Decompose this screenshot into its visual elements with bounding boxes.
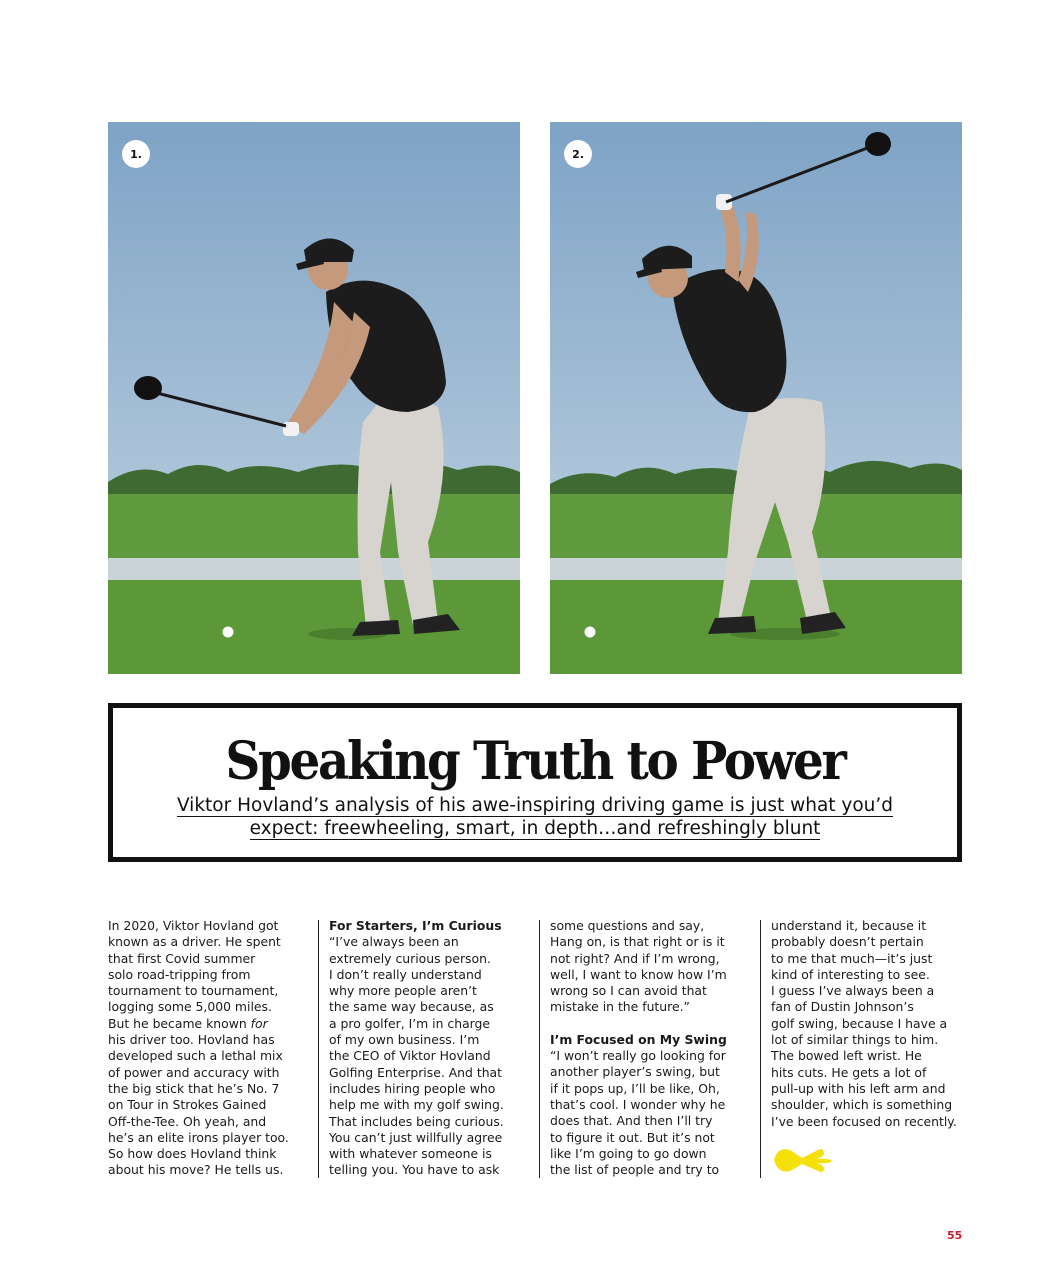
swing-photo-1 [108, 122, 520, 674]
section-heading-swing: I’m Focused on My Swing [550, 1031, 727, 1047]
body-column-4 [771, 918, 958, 1130]
column-divider [760, 920, 761, 1178]
text-line [108, 1016, 295, 1032]
text-line: probably doesn’t pertain [771, 934, 924, 950]
text-line: that’s cool. I wonder why he [550, 1096, 726, 1112]
text-line: like I’m going to go down [550, 1145, 707, 1161]
text-line: the same way because, as [329, 999, 494, 1015]
text-line: solo road-tripping from [108, 966, 251, 982]
text-line: some questions and say, [550, 918, 705, 933]
title-box [108, 703, 962, 862]
text-line: The bowed left wrist. He [771, 1048, 922, 1064]
body-column-2 [329, 918, 516, 1179]
text-line: You can’t just willfully agree [329, 1129, 503, 1145]
text-line: that first Covid summer [108, 950, 256, 966]
text-line: developed such a lethal mix [108, 1048, 283, 1064]
text-line: of power and accuracy with [108, 1064, 280, 1080]
text-line: tournament to tournament, [108, 983, 279, 999]
text-line: pull-up with his left arm and [771, 1080, 946, 1096]
text-line: to figure it out. But it’s not [550, 1129, 715, 1145]
article-deck [113, 794, 957, 840]
text-line: another player’s swing, but [550, 1064, 720, 1080]
page-number: 55 [947, 1229, 963, 1242]
text-line: I’ve been focused on recently. [771, 1113, 957, 1129]
text-line: mistake in the future.” [550, 999, 690, 1015]
text-line: well, I want to know how I’m [550, 966, 727, 982]
section-heading-curious: For Starters, I’m Curious [329, 918, 502, 933]
text-line: Golfing Enterprise. And that [329, 1064, 502, 1080]
body-column-3 [550, 918, 737, 1178]
text-line: the CEO of Viktor Hovland [329, 1048, 491, 1064]
text-line: Hang on, is that right or is it [550, 934, 725, 950]
text-line: I don’t really understand [329, 966, 482, 982]
deck-line-1: Viktor Hovland’s analysis of his awe-inspiring driving game is just what you’d [176, 795, 894, 816]
text-line: on Tour in Strokes Gained [108, 1097, 267, 1113]
text-line: he’s an elite irons player too. [108, 1129, 289, 1145]
text-line: if it pops up, I’ll be like, Oh, [550, 1080, 720, 1096]
text-line: fan of Dustin Johnson’s [771, 999, 914, 1015]
text-line: That includes being curious. [329, 1113, 504, 1129]
text-line: a pro golfer, I’m in charge [329, 1015, 491, 1031]
text-line: the list of people and try to [550, 1162, 720, 1178]
text-line: help me with my golf swing. [329, 1097, 504, 1113]
text-line: In 2020, Viktor Hovland got [108, 918, 279, 933]
text-line: does that. And then I’ll try [550, 1113, 713, 1129]
text-line: his driver too. Hovland has [108, 1032, 275, 1048]
text-line: the big stick that he’s No. 7 [108, 1080, 280, 1096]
text-line: to me that much—it’s just [771, 950, 933, 966]
text-line: with whatever someone is [329, 1146, 492, 1162]
text-line: “I’ve always been an [329, 934, 459, 950]
text-line: not right? And if I’m wrong, [550, 950, 720, 966]
text-line: lot of similar things to him. [771, 1032, 939, 1048]
text-line: shoulder, which is something [771, 1097, 953, 1113]
end-mark-icon [772, 1144, 834, 1176]
text-line: Off-the-Tee. Oh yeah, and [108, 1113, 267, 1129]
text-fragment: But he became known [108, 1015, 251, 1031]
text-line: about his move? He tells us. [108, 1162, 284, 1178]
italic-word: for [250, 1015, 268, 1031]
deck-line-2: expect: freewheeling, smart, in depth…and refreshingly blunt [249, 818, 821, 839]
text-line: wrong so I can avoid that [550, 983, 707, 999]
text-line: So how does Hovland think [108, 1146, 277, 1162]
text-line: extremely curious person. [329, 950, 491, 966]
text-line: why more people aren’t [329, 983, 477, 999]
column-divider [539, 920, 540, 1178]
text-line: “I won’t really go looking for [550, 1048, 726, 1064]
golfer-backswing-illustration [550, 122, 962, 674]
text-line: I guess I’ve always been a [771, 983, 935, 999]
text-line: telling you. You have to ask [329, 1162, 500, 1178]
text-line: includes hiring people who [329, 1080, 496, 1096]
text-line: kind of interesting to see. [771, 966, 930, 982]
paragraph-gap [550, 1016, 737, 1032]
text-line: understand it, because it [771, 918, 927, 933]
text-line: hits cuts. He gets a lot of [771, 1064, 927, 1080]
text-line: logging some 5,000 miles. [108, 999, 272, 1015]
column-divider [318, 920, 319, 1178]
golfer-address-illustration [108, 122, 520, 674]
photo-2-number-badge: 2. [564, 140, 592, 168]
text-line: of my own business. I’m [329, 1032, 480, 1048]
text-line: golf swing, because I have a [771, 1015, 948, 1031]
text-line: known as a driver. He spent [108, 934, 281, 950]
body-column-1 [108, 918, 295, 1179]
swing-photo-2 [550, 122, 962, 674]
article-headline: Speaking Truth to Power [225, 731, 845, 792]
photo-1-number-badge: 1. [122, 140, 150, 168]
